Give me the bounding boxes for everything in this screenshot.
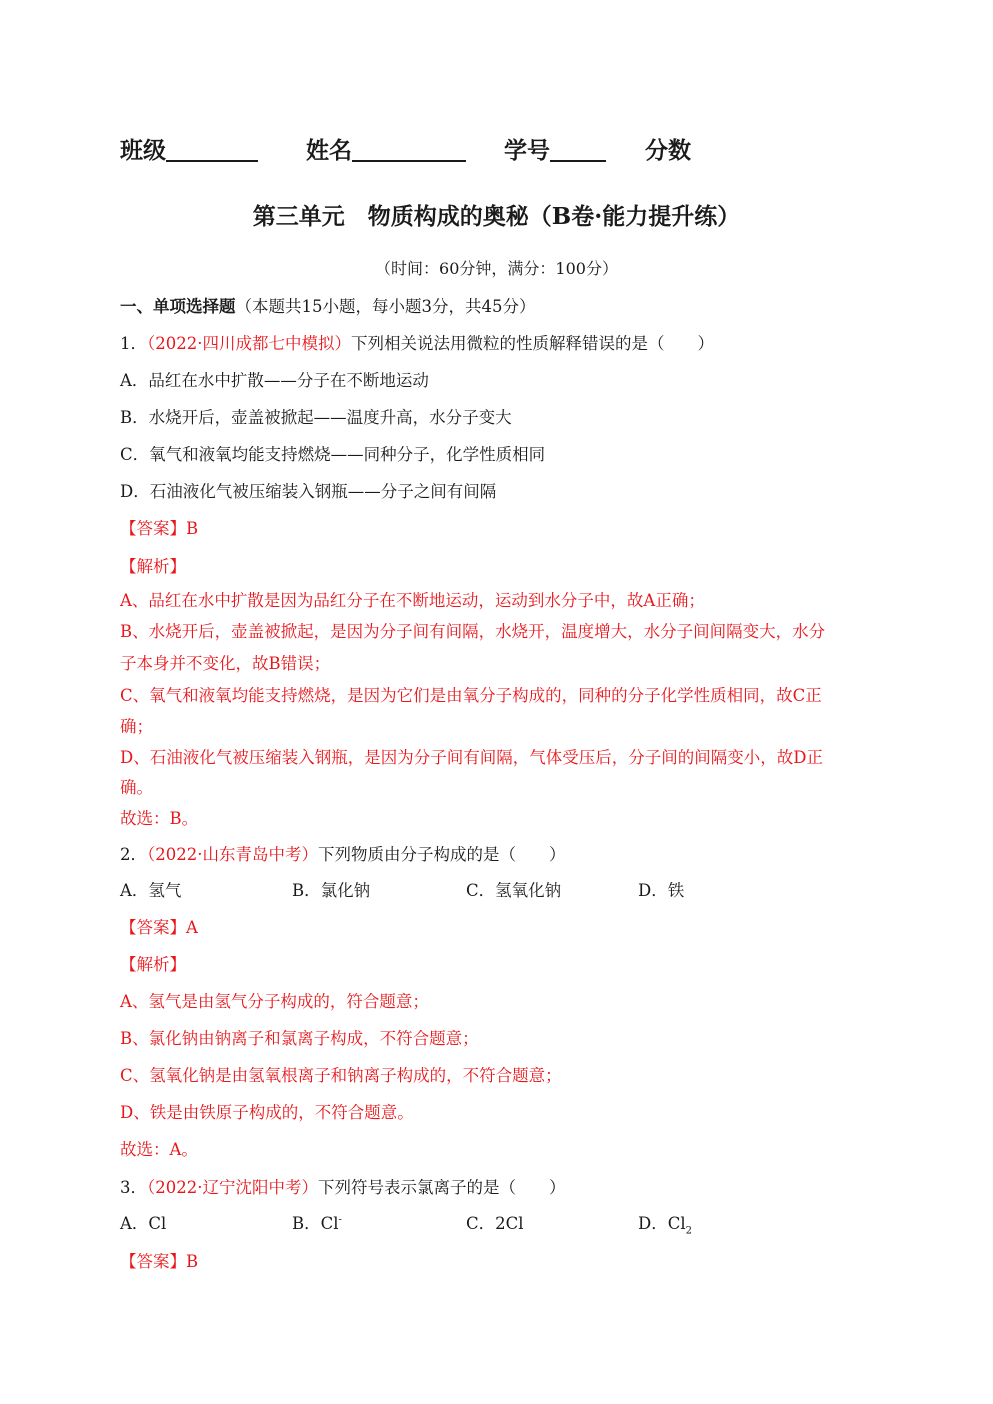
q3-stem [120, 1174, 566, 1198]
q2-stem [120, 841, 566, 865]
q3-option-c: C．2Cl [466, 1214, 524, 1233]
q1-explain-a: A、品红在水中扩散是因为品红分子在不断地运动，运动到水分子中，故A正确； [120, 591, 705, 610]
q2-explain-d: D、铁是由铁原子构成的，不符合题意。 [120, 1103, 414, 1122]
q3-option-d-text: D．Cl [638, 1214, 686, 1233]
q2-number: 2． [120, 845, 147, 864]
score-label: 分数 [645, 137, 691, 164]
q3-option-d-subscript: 2 [685, 1225, 693, 1237]
student-id-label: 学号 [504, 137, 550, 164]
q1-source: （2022·四川成都七中模拟） [147, 334, 351, 353]
class-field [120, 132, 258, 165]
q3-option-b-charge: - [338, 1214, 342, 1226]
q3-option-b-text: B．Cl [292, 1214, 339, 1233]
name-field [306, 132, 466, 165]
class-label: 班级 [120, 137, 166, 164]
score-field [645, 132, 691, 165]
section-title: 一、单项选择题 [120, 297, 236, 316]
q1-analysis-label: 【解析】 [120, 557, 186, 576]
q1-text: 下列相关说法用微粒的性质解释错误的是（ ） [351, 334, 714, 353]
q1-explain-c-line2: 确； [120, 717, 153, 736]
q1-number: 1． [120, 334, 147, 353]
page-subtitle: （时间：60分钟，满分：100分） [375, 259, 618, 278]
q3-option-b [292, 1210, 342, 1234]
q2-answer [120, 914, 198, 938]
name-blank[interactable] [352, 140, 466, 162]
q2-explain-a: A、氢气是由氢气分子构成的，符合题意； [120, 992, 429, 1011]
q2-option-d: D．铁 [638, 881, 685, 900]
class-blank[interactable] [166, 140, 258, 162]
q2-option-b: B．氯化钠 [292, 881, 371, 900]
q1-explain-d-line2: 确。 [120, 778, 153, 797]
q1-conclusion: 故选：B。 [120, 809, 199, 828]
q2-explain-c: C、氢氧化钠是由氢氧根离子和钠离子构成的，不符合题意； [120, 1066, 562, 1085]
page-title: 第三单元 物质构成的奥秘（B卷·能力提升练） [252, 203, 741, 230]
q1-explain-d-line1: D、石油液化气被压缩装入钢瓶，是因为分子间有间隔，气体受压后，分子间的间隔变小，故D正 [120, 748, 823, 767]
q1-option-d: D．石油液化气被压缩装入钢瓶——分子之间有间隔 [120, 482, 497, 501]
q3-answer-value: B [186, 1252, 199, 1271]
q1-explain-b-line1: B、水烧开后，壶盖被掀起，是因为分子间有间隔，水烧开，温度增大，水分子间间隔变大，水分 [120, 622, 826, 641]
q3-answer [120, 1248, 198, 1272]
q2-option-c: C．氢氧化钠 [466, 881, 562, 900]
q1-stem [120, 330, 714, 354]
q3-option-d [638, 1210, 692, 1236]
q1-answer [120, 515, 198, 539]
q2-answer-label: 【答案】 [120, 918, 186, 937]
q3-option-a: A．Cl [120, 1214, 167, 1233]
q2-conclusion: 故选：A。 [120, 1140, 198, 1159]
q2-explain-b: B、氯化钠由钠离子和氯离子构成，不符合题意； [120, 1029, 479, 1048]
section-heading [120, 293, 536, 317]
section-note: （本题共15小题，每小题3分，共45分） [235, 297, 536, 316]
q3-answer-label: 【答案】 [120, 1252, 186, 1271]
name-label: 姓名 [306, 137, 352, 164]
q1-explain-c-line1: C、氧气和液氧均能支持燃烧，是因为它们是由氧分子构成的，同种的分子化学性质相同，故C正 [120, 686, 822, 705]
q3-text: 下列符号表示氯离子的是（ ） [318, 1178, 566, 1197]
q3-number: 3． [120, 1178, 147, 1197]
q1-option-b: B．水烧开后，壶盖被掀起——温度升高，水分子变大 [120, 408, 512, 427]
q2-analysis-label: 【解析】 [120, 955, 186, 974]
q1-explain-b-line2: 子本身并不变化，故B错误； [120, 654, 331, 673]
student-id-blank[interactable] [550, 140, 606, 162]
q1-answer-label: 【答案】 [120, 519, 186, 538]
q1-option-a: A．品红在水中扩散——分子在不断地运动 [120, 371, 429, 390]
q3-source: （2022·辽宁沈阳中考） [147, 1178, 318, 1197]
q2-source: （2022·山东青岛中考） [147, 845, 318, 864]
q2-option-a: A．氢气 [120, 881, 182, 900]
student-id-field [504, 132, 606, 165]
q2-answer-value: A [186, 918, 198, 937]
q1-option-c: C．氧气和液氧均能支持燃烧——同种分子，化学性质相同 [120, 445, 546, 464]
q1-answer-value: B [186, 519, 199, 538]
q2-text: 下列物质由分子构成的是（ ） [318, 845, 566, 864]
